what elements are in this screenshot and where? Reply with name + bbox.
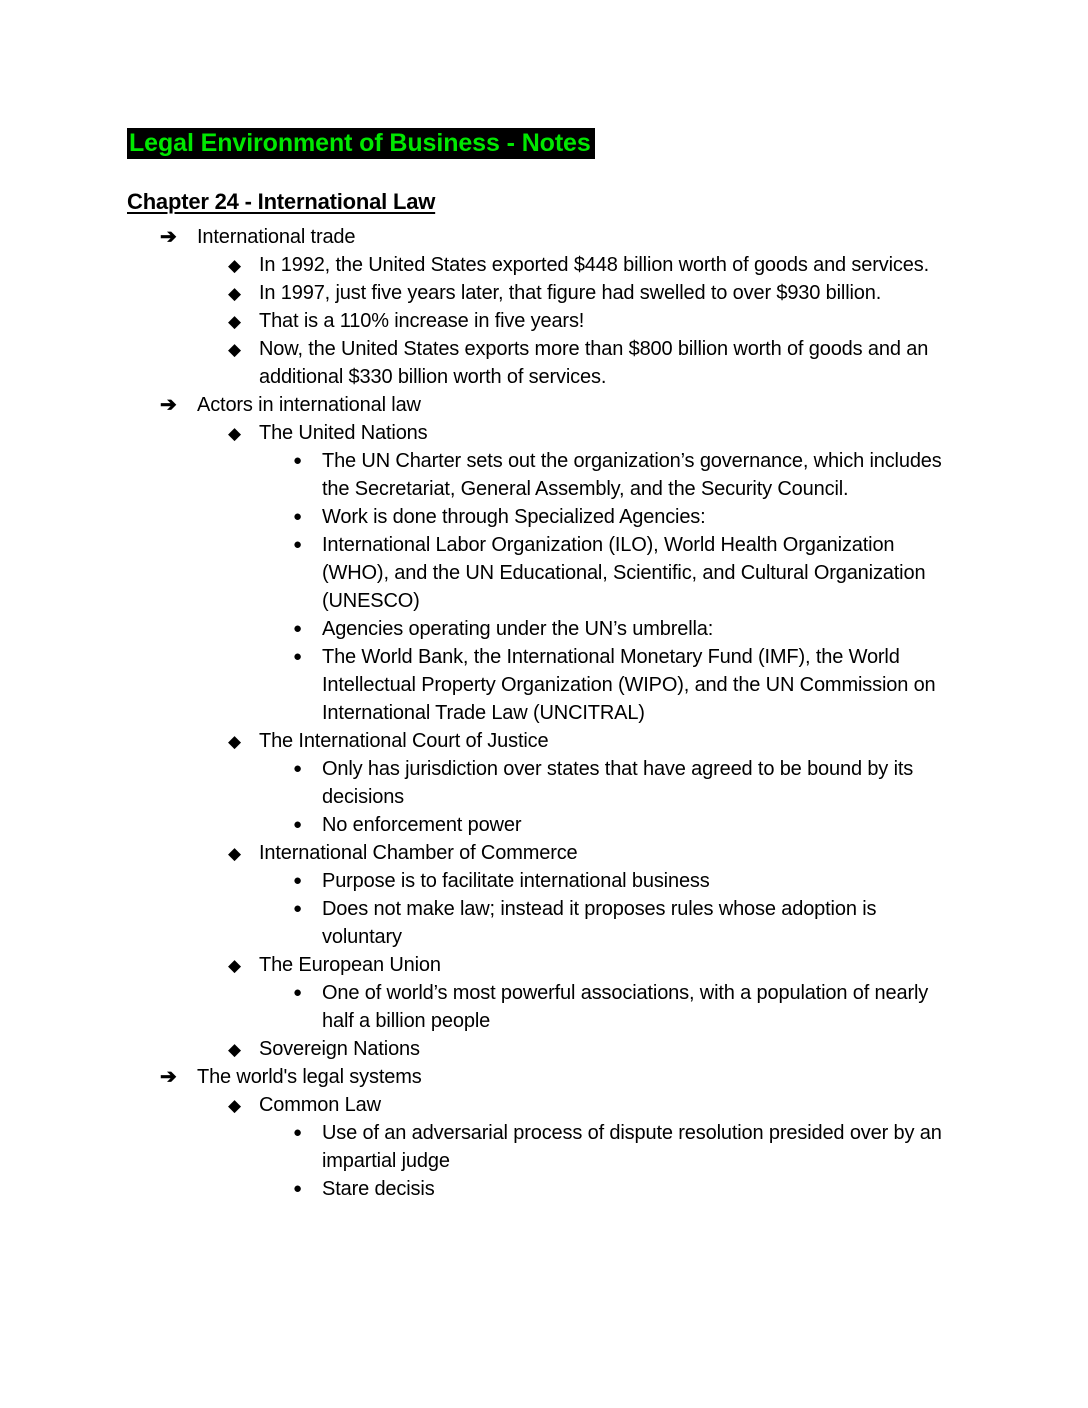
diamond-bullet-icon: ◆ <box>228 284 241 303</box>
outline-item-text: The International Court of Justice <box>259 730 549 752</box>
outline-item-text: Now, the United States exports more than $800 billion worth of goods and an additional $330 billion worth of services. <box>259 338 929 388</box>
outline-item-text: The UN Charter sets out the organization’s governance, which includes the Secretariat, General Assembly, and the Security Council. <box>322 450 942 500</box>
dot-bullet-icon: ● <box>293 760 302 777</box>
diamond-bullet-icon: ◆ <box>228 424 241 443</box>
arrow-bullet-icon: ➔ <box>160 394 177 416</box>
outline-item-level-3 <box>293 643 960 727</box>
outline-sublist <box>197 419 960 1063</box>
chapter-spacer <box>127 215 960 223</box>
outline-sublist <box>259 1119 960 1203</box>
outline-item-level-3 <box>293 895 960 951</box>
outline-sublist <box>259 447 960 727</box>
outline-item-level-1 <box>160 1063 960 1203</box>
outline-item-text: Sovereign Nations <box>259 1038 420 1060</box>
outline-item-level-1 <box>160 391 960 1063</box>
outline-sublist <box>197 1091 960 1203</box>
title-spacer <box>127 159 960 189</box>
dot-bullet-icon: ● <box>293 900 302 917</box>
outline-item-text: Does not make law; instead it proposes rules whose adoption is voluntary <box>322 898 877 948</box>
outline-item-text: That is a 110% increase in five years! <box>259 310 585 332</box>
arrow-bullet-icon: ➔ <box>160 1066 177 1088</box>
outline-item-level-3 <box>293 1175 960 1203</box>
diamond-bullet-icon: ◆ <box>228 1040 241 1059</box>
outline-item-level-3 <box>293 979 960 1035</box>
outline-item-text: One of world’s most powerful associations, with a population of nearly half a billion people <box>322 982 929 1032</box>
outline-item-text: In 1997, just five years later, that figure had swelled to over $930 billion. <box>259 282 882 304</box>
dot-bullet-icon: ● <box>293 816 302 833</box>
diamond-bullet-icon: ◆ <box>228 956 241 975</box>
outline-item-text: Work is done through Specialized Agencies: <box>322 506 706 528</box>
diamond-bullet-icon: ◆ <box>228 312 241 331</box>
outline-item-text: Only has jurisdiction over states that have agreed to be bound by its decisions <box>322 758 914 808</box>
outline-item-text: Actors in international law <box>197 394 421 416</box>
outline-item-level-2 <box>228 1091 960 1203</box>
page-title: Legal Environment of Business - Notes <box>127 128 595 159</box>
diamond-bullet-icon: ◆ <box>228 732 241 751</box>
outline-item-level-3 <box>293 1119 960 1175</box>
outline-item-level-3 <box>293 615 960 643</box>
diamond-bullet-icon: ◆ <box>228 340 241 359</box>
dot-bullet-icon: ● <box>293 984 302 1001</box>
diamond-bullet-icon: ◆ <box>228 844 241 863</box>
dot-bullet-icon: ● <box>293 648 302 665</box>
diamond-bullet-icon: ◆ <box>228 1096 241 1115</box>
outline-item-text: The European Union <box>259 954 441 976</box>
arrow-bullet-icon: ➔ <box>160 226 177 248</box>
outline-list <box>127 223 960 1203</box>
outline-item-text: International trade <box>197 226 356 248</box>
outline-item-text: The World Bank, the International Monetary Fund (IMF), the World Intellectual Property Organization (WIPO), and the UN Commission on International Trade Law (UNCITRAL) <box>322 646 936 724</box>
dot-bullet-icon: ● <box>293 508 302 525</box>
outline-sublist <box>197 251 960 391</box>
outline-item-text: International Chamber of Commerce <box>259 842 578 864</box>
outline-item-level-2 <box>228 1035 960 1063</box>
outline-item-level-3 <box>293 811 960 839</box>
outline-item-level-1 <box>160 223 960 391</box>
outline-item-level-3 <box>293 755 960 811</box>
dot-bullet-icon: ● <box>293 872 302 889</box>
chapter-heading: Chapter 24 - International Law <box>127 189 436 214</box>
outline-item-level-2 <box>228 839 960 951</box>
outline-item-text: Stare decisis <box>322 1178 435 1200</box>
outline-item-text: Use of an adversarial process of dispute resolution presided over by an impartial judge <box>322 1122 942 1172</box>
outline-item-text: Agencies operating under the UN’s umbrella: <box>322 618 714 640</box>
outline-item-level-2 <box>228 419 960 727</box>
dot-bullet-icon: ● <box>293 452 302 469</box>
outline-item-text: In 1992, the United States exported $448 billion worth of goods and services. <box>259 254 929 276</box>
outline-item-level-2 <box>228 335 960 391</box>
outline-item-level-2 <box>228 251 960 279</box>
outline-item-text: International Labor Organization (ILO), World Health Organization (WHO), and the UN Educational, Scientific, and Cultural Organization (UNESCO) <box>322 534 926 612</box>
outline-sublist <box>259 867 960 951</box>
outline-sublist <box>259 979 960 1035</box>
outline-item-level-2 <box>228 727 960 839</box>
outline-item-text: Common Law <box>259 1094 381 1116</box>
outline-item-text: The world's legal systems <box>197 1066 422 1088</box>
outline-item-text: The United Nations <box>259 422 428 444</box>
dot-bullet-icon: ● <box>293 536 302 553</box>
outline-item-text: Purpose is to facilitate international business <box>322 870 710 892</box>
diamond-bullet-icon: ◆ <box>228 256 241 275</box>
outline-item-text: No enforcement power <box>322 814 522 836</box>
outline-item-level-3 <box>293 867 960 895</box>
outline-sublist <box>259 755 960 839</box>
dot-bullet-icon: ● <box>293 620 302 637</box>
outline-item-level-3 <box>293 447 960 503</box>
outline-item-level-3 <box>293 531 960 615</box>
outline-item-level-3 <box>293 503 960 531</box>
dot-bullet-icon: ● <box>293 1180 302 1197</box>
outline-item-level-2 <box>228 279 960 307</box>
outline-item-level-2 <box>228 951 960 1035</box>
dot-bullet-icon: ● <box>293 1124 302 1141</box>
outline-item-level-2 <box>228 307 960 335</box>
